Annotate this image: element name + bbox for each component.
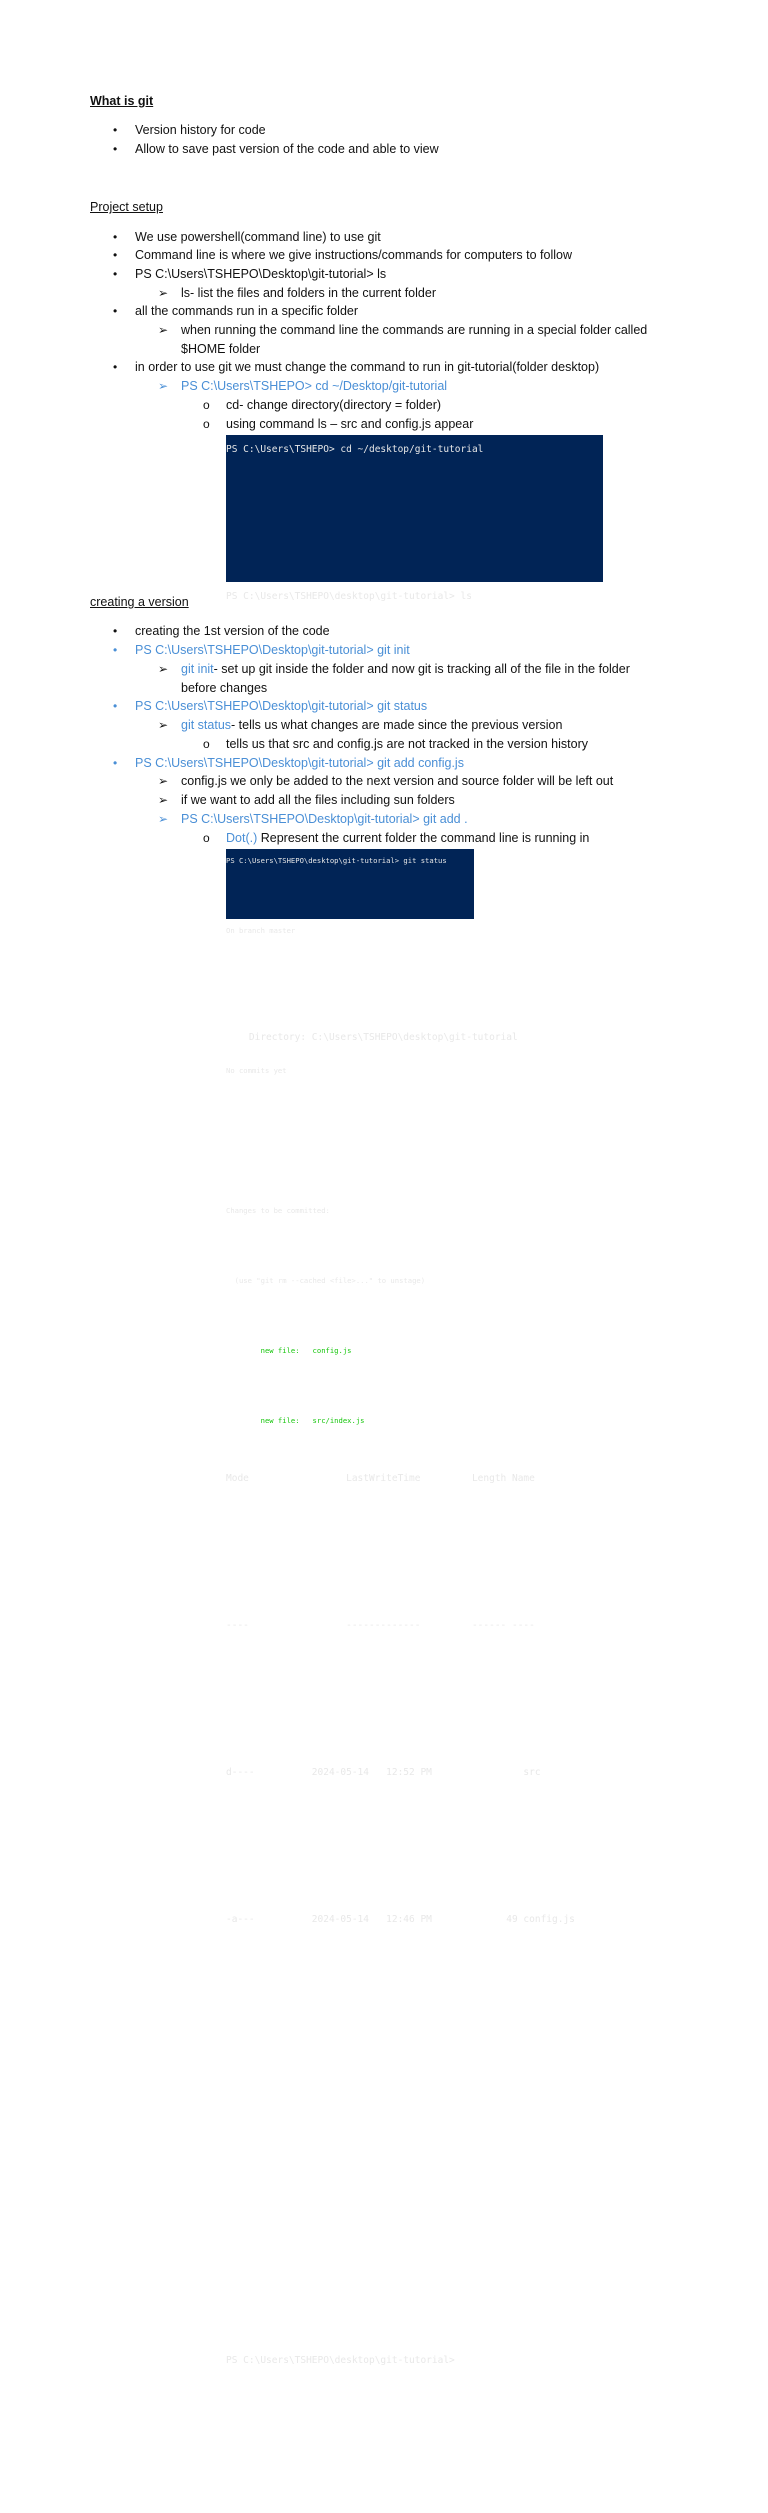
list-item: Version history for code [135,123,266,137]
command-line-git-status: PS C:\Users\TSHEPO\Desktop\git-tutorial> git status [135,699,428,713]
terminal-line: new file: config.js [226,1345,352,1355]
heading-project-setup: Project setup [90,200,163,214]
bullet-circle: o [203,831,210,845]
inline-command: git init [181,662,214,676]
list-item: using command ls – src and config.js appear [226,417,474,431]
list-item: cd- change directory(directory = folder) [226,398,442,412]
bullet-disc: • [113,230,118,244]
heading-what-is-git: What is git [90,94,154,108]
terminal-line: PS C:\Users\TSHEPO\desktop\git-tutorial> ls [226,590,472,602]
terminal-line: PS C:\Users\TSHEPO\desktop\git-tutorial> git status [226,855,447,865]
list-item-continued: $HOME folder [181,342,261,356]
terminal-line: On branch master [226,925,296,935]
command-line-git-add: PS C:\Users\TSHEPO\Desktop\git-tutorial> git add config.js [135,756,464,770]
bullet-arrow: ➢ [158,718,169,732]
bullet-circle: o [203,398,210,412]
bullet-arrow: ➢ [158,774,169,788]
bullet-disc: • [113,248,118,262]
list-item-continued: before changes [181,681,268,695]
bullet-disc: • [113,756,118,770]
bullet-disc: • [113,267,118,281]
terminal-line: No commits yet [226,1065,287,1075]
command-line-cd: PS C:\Users\TSHEPO> cd ~/Desktop/git-tutorial [181,379,448,393]
command-line-git-add-all: PS C:\Users\TSHEPO\Desktop\git-tutorial> git add . [181,812,468,826]
bullet-circle: o [203,417,210,431]
list-item: Allow to save past version of the code and able to view [135,142,439,156]
list-item: ls- list the files and folders in the current folder [181,286,436,300]
bullet-arrow: ➢ [158,793,169,807]
terminal-line: -a--- 2024-05-14 12:46 PM 49 config.js [226,1913,575,1925]
list-item: We use powershell(command line) to use git [135,230,381,244]
terminal-line [226,997,474,1067]
terminal-line: PS C:\Users\TSHEPO> cd ~/desktop/git-tutorial [226,443,484,455]
terminal-line: Changes to be committed: [226,1205,330,1215]
list-item: tells us that src and config.js are not tracked in the version history [226,737,588,751]
list-item: in order to use git we must change the command to run in git-tutorial(folder desktop) [135,360,600,374]
inline-command: Dot(.) [226,831,258,845]
list-item: all the commands run in a specific folder [135,304,359,318]
bullet-disc: • [113,699,118,713]
terminal-line [226,2062,603,2209]
terminal-line: new file: src/index.js [226,1415,365,1425]
bullet-arrow: ➢ [158,286,169,300]
inline-text: Represent the current folder the command line is running in [257,831,590,845]
bullet-arrow: ➢ [158,379,169,393]
inline-command: git status [181,718,232,732]
terminal-line: PS C:\Users\TSHEPO\desktop\git-tutorial> [226,2354,455,2366]
list-item: creating the 1st version of the code [135,624,330,638]
bullet-disc: • [113,624,118,638]
bullet-disc: • [113,123,118,137]
bullet-circle: o [203,737,210,751]
bullet-disc: • [113,360,118,374]
terminal-line: ---- ------------- ------ ---- [226,1619,535,1631]
list-item: Command line is where we give instructions/commands for computers to follow [135,248,572,262]
terminal-line: (use "git rm --cached <file>..." to unstage) [226,1275,426,1285]
inline-text: - tells us what changes are made since the previous version [231,718,563,732]
command-line-git-init: PS C:\Users\TSHEPO\Desktop\git-tutorial> git init [135,643,410,657]
bullet-arrow: ➢ [158,662,169,676]
list-item: PS C:\Users\TSHEPO\Desktop\git-tutorial> ls [135,267,387,281]
terminal-line [226,1137,474,1207]
list-item: when running the command line the commands are running in a special folder called [181,323,648,337]
list-item [181,717,562,734]
inline-text: - set up git inside the folder and now git is tracking all of the file in the folder [213,662,630,676]
list-item: config.js we only be added to the next version and source folder will be left out [181,774,614,788]
terminal-line: Mode LastWriteTime Length Name [226,1472,535,1484]
terminal-line: Directory: C:\Users\TSHEPO\desktop\git-tutorial [226,1031,518,1043]
list-item [226,830,589,847]
bullet-disc: • [113,142,118,156]
bullet-disc: • [113,643,118,657]
bullet-arrow: ➢ [158,323,169,337]
list-item: if we want to add all the files including sun folders [181,793,455,807]
list-item [181,661,630,678]
heading-creating-a-version: creating a version [90,595,189,609]
bullet-disc: • [113,304,118,318]
terminal-line [226,2209,603,2356]
terminal-line: d---- 2024-05-14 12:52 PM src [226,1766,541,1778]
bullet-arrow: ➢ [158,812,169,826]
